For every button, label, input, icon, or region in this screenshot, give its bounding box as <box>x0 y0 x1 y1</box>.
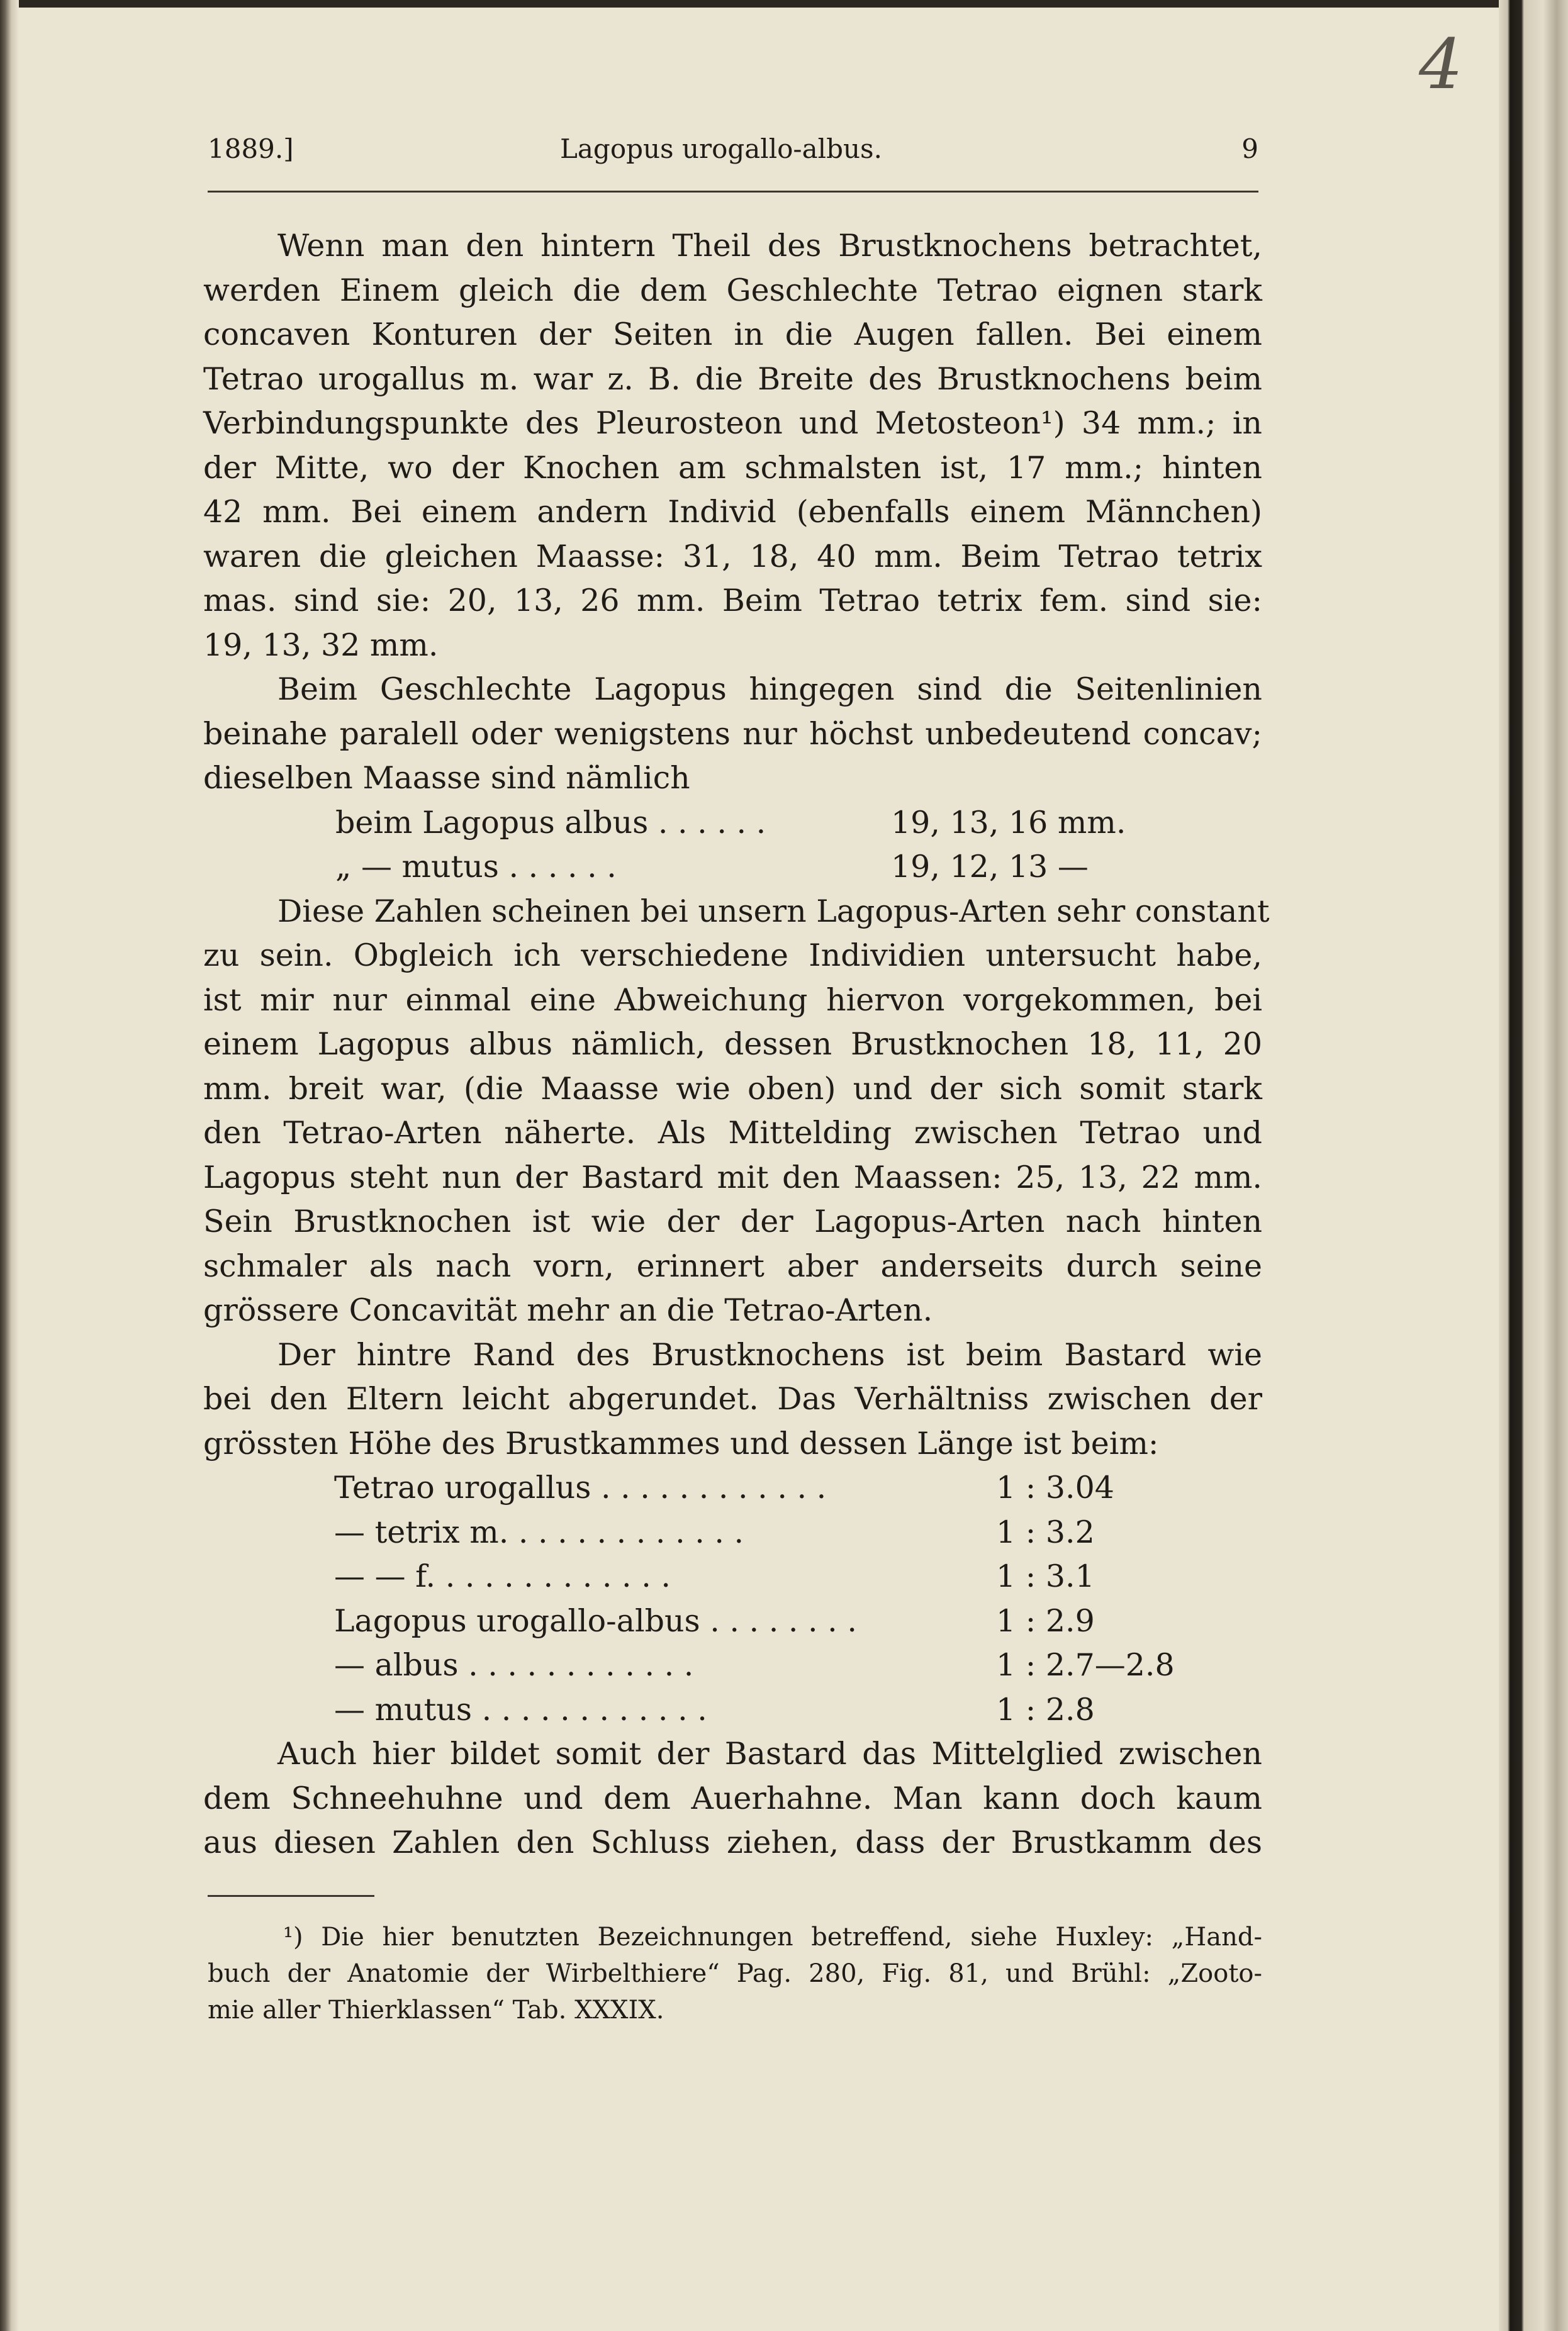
text-line: grössten Höhe des Brustkammes und dessen Länge ist beim: <box>203 1425 1159 1462</box>
text-line: dieselben Maasse sind nämlich <box>203 760 690 796</box>
ratio-label: — tetrix m. . . . . . . . . . . . . <box>334 1514 744 1550</box>
ratio-row <box>203 1688 1262 1733</box>
ratio-label: — albus . . . . . . . . . . . . <box>334 1647 694 1683</box>
text-line: aus diesen Zahlen den Schluss ziehen, dass der Brustkamm des <box>203 1825 1262 1860</box>
text-line: beinahe paralell oder wenigstens nur höchst unbedeutend concav; <box>203 715 1262 752</box>
text-line: ist mir nur einmal eine Abweichung hiervon vorgekommen, bei <box>203 981 1262 1018</box>
text-line: waren die gleichen Maasse: 31, 18, 40 mm. Beim Tetrao tetrix <box>203 538 1262 574</box>
header-year: 1889.] <box>208 133 294 164</box>
footnote <box>208 1919 1262 2028</box>
ratio-label: Lagopus urogallo-albus . . . . . . . . <box>334 1602 857 1639</box>
text-line: Diese Zahlen scheinen bei unsern Lagopus-Arten sehr constant <box>277 893 1270 929</box>
footnote-rule <box>208 1895 374 1897</box>
text-line: concaven Konturen der Seiten in die Augen fallen. Bei einem <box>203 316 1262 352</box>
text-line: einem Lagopus albus nämlich, dessen Brustknochen 18, 11, 20 <box>203 1026 1262 1062</box>
scan-top-edge <box>0 0 1523 8</box>
ratio-row <box>203 1466 1262 1511</box>
text-line: mm. breit war, (die Maasse wie oben) und der sich somit stark <box>203 1070 1262 1107</box>
text-line: Verbindungspunkte des Pleurosteon und Metosteon¹) 34 mm.; in <box>203 405 1262 441</box>
ratio-row <box>203 1511 1262 1555</box>
text-line: Beim Geschlechte Lagopus hingegen sind die Seitenlinien <box>277 671 1262 707</box>
footnote-line: buch der Anatomie der Wirbelthiere“ Pag. 280, Fig. 81, und Brühl: „Zooto- <box>208 1959 1262 1988</box>
text-line: mas. sind sie: 20, 13, 26 mm. Beim Tetrao tetrix fem. sind sie: <box>203 583 1262 618</box>
ratio-label: Tetrao urogallus . . . . . . . . . . . . <box>334 1470 827 1506</box>
footnote-line: mie aller Thierklassen“ Tab. XXXIX. <box>208 1996 664 2025</box>
text-line: Der hintre Rand des Brustknochens ist beim Bastard wie <box>277 1336 1262 1373</box>
ratio-value: 1 : 2.8 <box>996 1691 1095 1728</box>
header-rule <box>208 191 1258 193</box>
text-line: Sein Brustknochen ist wie der der Lagopus-Arten nach hinten <box>203 1204 1262 1239</box>
text-line: den Tetrao-Arten näherte. Als Mittelding zwischen Tetrao und <box>203 1115 1262 1151</box>
text-line: werden Einem gleich die dem Geschlechte Tetrao eignen stark <box>203 272 1262 308</box>
text-line: grössere Concavität mehr an die Tetrao-Arten. <box>203 1292 933 1328</box>
measure-label: beim Lagopus albus . . . . . . <box>335 804 766 841</box>
book-binding-edge <box>1499 0 1568 2331</box>
ratio-label: — mutus . . . . . . . . . . . . <box>334 1691 707 1728</box>
running-header <box>208 133 1258 180</box>
footnote-line: ¹) Die hier benutzten Bezeichnungen betreffend, siehe Huxley: „Hand- <box>283 1923 1262 1952</box>
scan-left-edge <box>0 0 19 2331</box>
measure-row <box>203 845 1262 890</box>
ratio-value: 1 : 3.2 <box>996 1514 1095 1550</box>
ratio-value: 1 : 3.04 <box>996 1470 1114 1506</box>
header-page-number: 9 <box>1241 133 1258 164</box>
text-line: 19, 13, 32 mm. <box>203 627 439 663</box>
body-text <box>203 224 1270 1865</box>
text-line: zu sein. Obgleich ich verschiedene Individien untersucht habe, <box>203 937 1262 973</box>
ratio-value: 1 : 2.7—2.8 <box>996 1647 1175 1683</box>
text-line: Lagopus steht nun der Bastard mit den Maassen: 25, 13, 22 mm. <box>203 1159 1262 1195</box>
measure-value: 19, 13, 16 mm. <box>891 804 1126 841</box>
text-line: der Mitte, wo der Knochen am schmalsten ist, 17 mm.; hinten <box>203 449 1262 486</box>
text-line: Tetrao urogallus m. war z. B. die Breite des Brustknochens beim <box>203 361 1262 397</box>
measure-value: 19, 12, 13 — <box>891 849 1089 885</box>
text-line: 42 mm. Bei einem andern Individ (ebenfalls einem Männchen) <box>203 494 1262 530</box>
ratio-value: 1 : 3.1 <box>996 1558 1095 1594</box>
text-line: Auch hier bildet somit der Bastard das Mittelglied zwischen <box>277 1736 1262 1772</box>
handwritten-page-marker: 4 <box>1419 24 1463 104</box>
ratio-row <box>203 1555 1262 1599</box>
measure-row <box>203 801 1262 846</box>
text-line: bei den Eltern leicht abgerundet. Das Verhältniss zwischen der <box>203 1381 1262 1417</box>
ratio-label: — — f. . . . . . . . . . . . . <box>334 1558 671 1594</box>
text-line: schmaler als nach vorn, erinnert aber anderseits durch seine <box>203 1248 1262 1284</box>
text-line: dem Schneehuhne und dem Auerhahne. Man kann doch kaum <box>203 1780 1262 1816</box>
measure-label: „ — mutus . . . . . . <box>335 849 617 885</box>
ratio-row <box>203 1599 1262 1644</box>
header-title: Lagopus urogallo-albus. <box>560 133 882 164</box>
ratio-row <box>203 1643 1262 1688</box>
text-line: Wenn man den hintern Theil des Brustknochens betrachtet, <box>277 228 1262 264</box>
ratio-value: 1 : 2.9 <box>996 1602 1095 1639</box>
